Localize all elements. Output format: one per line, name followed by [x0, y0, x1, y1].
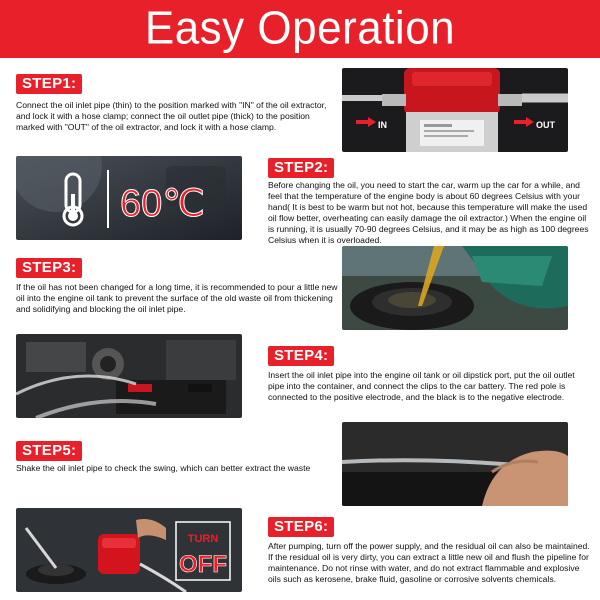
turn-off-illustration: [16, 508, 242, 592]
step6-text: After pumping, turn off the power supply, and the residual oil can also be maintained. If the residual oil is very dirty, you can extract a little new oil and flush the pipeline for maintenance. Do not rinse with water, and do not extract flammable and explosive oils such as kerosene, brake fluid, gasoline or corrosive solvents chemicals.: [268, 541, 590, 584]
pouring-oil-illustration: [342, 246, 568, 330]
page-title: Easy Operation: [144, 2, 456, 55]
step5-image: [342, 422, 568, 506]
step4-text: Insert the oil inlet pipe into the engine oil tank or oil dipstick port, put the oil outlet pipe into the container, and connect the clips to the car battery. The red pole is connected to the positive electrode, and the black is to the negative electrode.: [268, 370, 575, 402]
step2-image: [16, 156, 242, 240]
step1-text: Connect the oil inlet pipe (thin) to the position marked with "IN" of the oil extractor, and lock it with a hose clamp; connect the oil outlet pipe (thick) to the position marked with "OUT" of the oil extractor, and lock it with a hose clamp.: [16, 100, 327, 132]
in-port-label: IN: [378, 120, 387, 130]
engine-bay-illustration: [16, 334, 242, 418]
step1-badge: STEP1:: [16, 74, 82, 94]
out-port-label: OUT: [536, 120, 555, 130]
dashboard-temperature-illustration: [16, 156, 242, 240]
temperature-readout: 60℃: [120, 183, 205, 225]
step5-badge: STEP5:: [16, 441, 82, 461]
step5-text: Shake the oil inlet pipe to check the swing, which can better extract the waste: [16, 463, 311, 473]
page-header: [0, 0, 600, 58]
step4-image: [16, 334, 242, 418]
step3-image: [342, 246, 568, 330]
step2-badge: STEP2:: [268, 158, 334, 178]
step1-image: [342, 68, 568, 152]
step6-image: [16, 508, 242, 592]
off-label: OFF: [179, 551, 227, 578]
step2-text: Before changing the oil, you need to start the car, warm up the car for a while, and feel that the temperature of the engine body is about 60 degrees Celsius with your hand( It is best to be warm but not hot, because this temperature will make the used oil flow better, overheating can easily damage the oil extractor.) When the engine oil is running, it is usually 70-90 degrees Celsius, and it may be as high as 100 degrees Celsius when it is overloaded.: [268, 180, 589, 245]
hand-shaking-pipe-illustration: [342, 422, 568, 506]
oil-extractor-ports-illustration: [342, 68, 568, 152]
step6-badge: STEP6:: [268, 517, 334, 537]
step3-text: If the oil has not been changed for a long time, it is recommended to pour a little new oil into the engine oil tank to prevent the surface of the old waste oil from thickening and solidifying and blocking the oil inlet pipe.: [16, 282, 338, 314]
step3-badge: STEP3:: [16, 258, 82, 278]
step4-badge: STEP4:: [268, 346, 334, 366]
turn-label: TURN: [187, 533, 219, 545]
